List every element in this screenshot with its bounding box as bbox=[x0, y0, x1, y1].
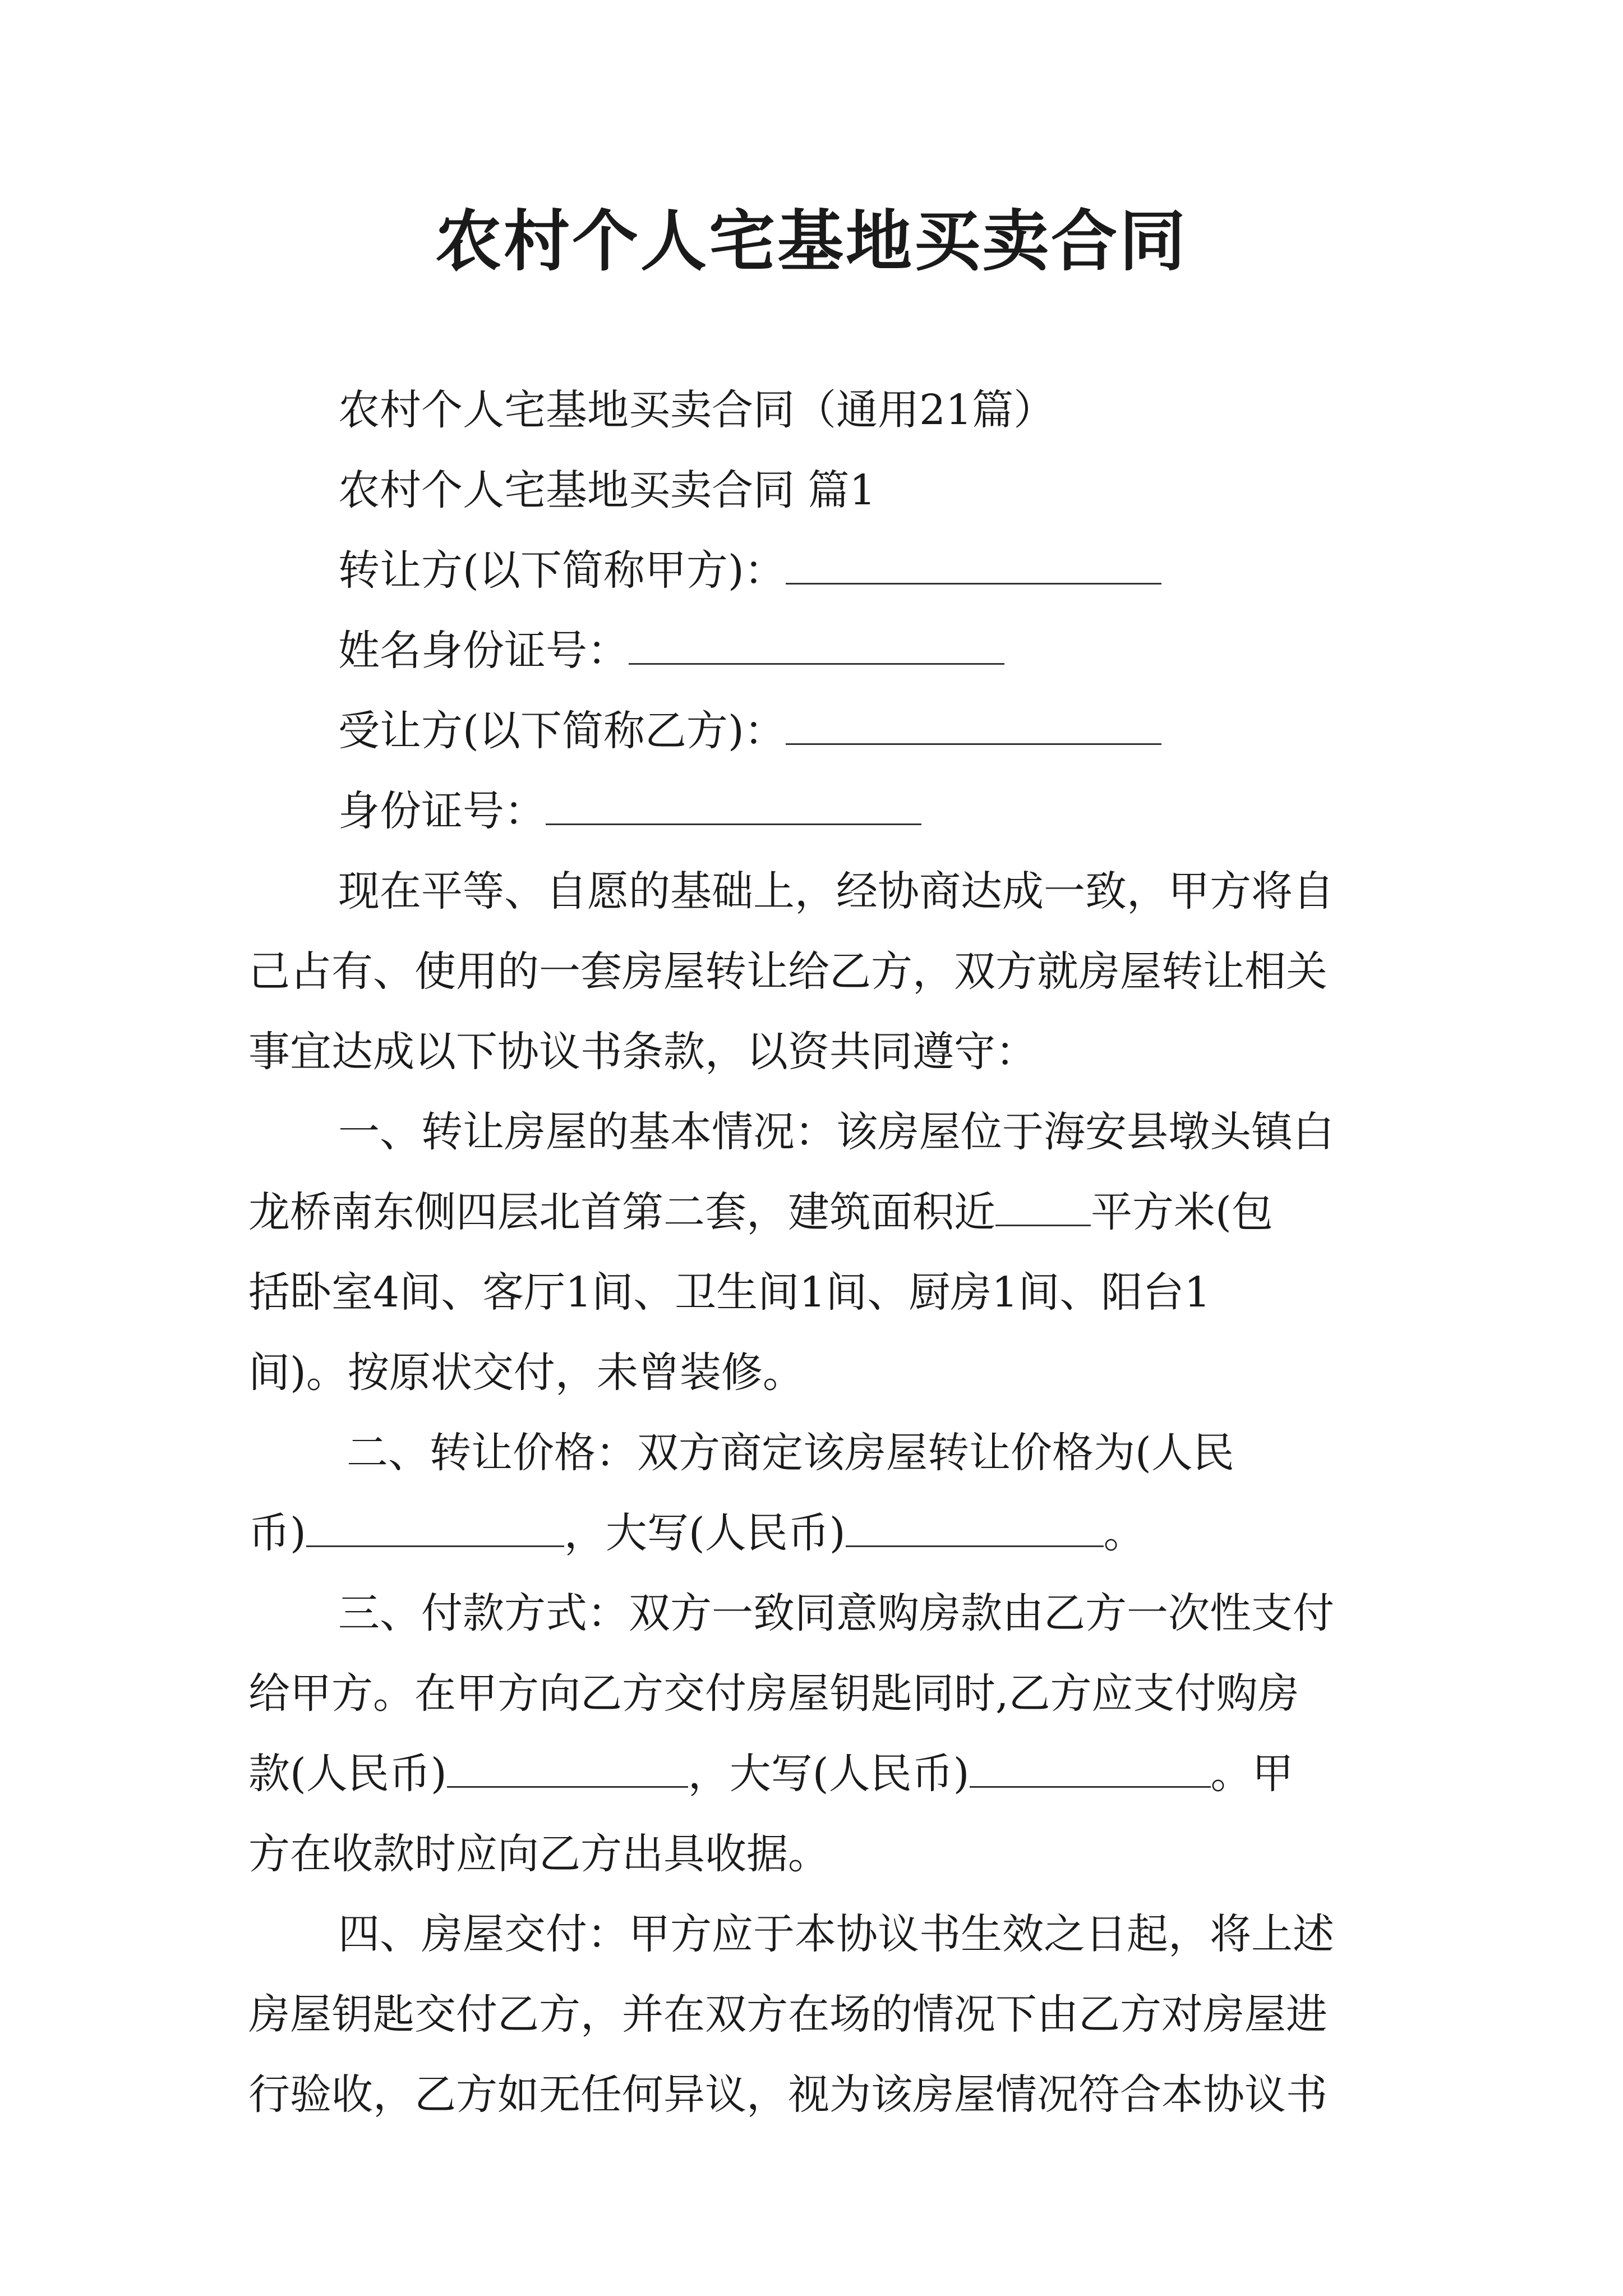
part-heading: 农村个人宅基地买卖合同 篇1 bbox=[338, 466, 876, 514]
text-line: 二、转让价格：双方商定该房屋转让价格为(人民 bbox=[347, 1429, 1234, 1477]
text-segment: 款(人民币) bbox=[248, 1750, 447, 1798]
transferor-id-field bbox=[248, 611, 1387, 691]
text-segment: 。甲 bbox=[1210, 1750, 1294, 1798]
transferee-blank bbox=[786, 707, 1161, 745]
transferor-label: 转让方(以下简称甲方)： bbox=[338, 546, 786, 595]
text-segment: 币) bbox=[248, 1509, 306, 1557]
text-segment: 龙桥南东侧四层北首第二套，建筑面积近 bbox=[248, 1188, 995, 1236]
clause-1-paragraph bbox=[248, 1092, 1387, 1413]
price-capital-blank bbox=[846, 1510, 1104, 1547]
payment-capital-blank bbox=[970, 1750, 1211, 1788]
text-line: 方在收款时应向乙方出具收据。 bbox=[248, 1830, 829, 1878]
document-title: 农村个人宅基地买卖合同 bbox=[435, 202, 1188, 280]
transferee-field bbox=[248, 691, 1387, 771]
transferee-id-label: 身份证号： bbox=[338, 787, 546, 835]
text-segment: 平方米(包 bbox=[1091, 1188, 1273, 1236]
document-subtitle: 农村个人宅基地买卖合同（通用21篇） bbox=[338, 386, 1055, 434]
text-line: 给甲方。在甲方向乙方交付房屋钥匙同时,乙方应支付购房 bbox=[248, 1669, 1299, 1718]
text-line: 括卧室4间、客厅1间、卫生间1间、厨房1间、阳台1 bbox=[248, 1268, 1211, 1317]
intro-paragraph bbox=[248, 852, 1387, 1092]
text-segment: ，大写(人民币) bbox=[688, 1750, 970, 1798]
text-line: 己占有、使用的一套房屋转让给乙方，双方就房屋转让相关 bbox=[248, 947, 1327, 996]
text-line: 事宜达成以下协议书条款，以资共同遵守： bbox=[248, 1028, 1037, 1076]
text-line: 行验收，乙方如无任何异议，视为该房屋情况符合本协议书 bbox=[248, 2070, 1327, 2119]
payment-blank bbox=[447, 1750, 688, 1788]
area-blank bbox=[995, 1189, 1091, 1226]
clause-4-paragraph bbox=[248, 1894, 1387, 2135]
price-blank bbox=[306, 1510, 564, 1547]
transferor-id-label: 姓名身份证号： bbox=[338, 627, 629, 675]
text-segment: 。 bbox=[1103, 1509, 1145, 1557]
text-line: 间)。按原状交付，未曾装修。 bbox=[248, 1349, 804, 1397]
text-line: 三、付款方式：双方一致同意购房款由乙方一次性支付 bbox=[338, 1589, 1334, 1637]
text-segment: ，大写(人民币) bbox=[564, 1509, 846, 1557]
text-line: 房屋钥匙交付乙方，并在双方在场的情况下由乙方对房屋进 bbox=[248, 1990, 1327, 2039]
text-line: 一、转让房屋的基本情况：该房屋位于海安县墩头镇白 bbox=[338, 1108, 1334, 1156]
transferor-field bbox=[248, 531, 1387, 611]
text-line: 四、房屋交付：甲方应于本协议书生效之日起，将上述 bbox=[338, 1910, 1334, 1958]
text-line: 现在平等、自愿的基础上，经协商达成一致，甲方将自 bbox=[338, 867, 1334, 915]
clause-2-paragraph bbox=[248, 1413, 1387, 1573]
transferee-id-blank bbox=[546, 788, 921, 825]
document-body bbox=[248, 370, 1387, 2135]
text-line bbox=[248, 1734, 1387, 1814]
transferee-label: 受让方(以下简称乙方)： bbox=[338, 707, 786, 755]
transferor-blank bbox=[786, 547, 1161, 585]
text-line bbox=[248, 1493, 1387, 1573]
transferor-id-blank bbox=[629, 627, 1004, 665]
clause-3-paragraph bbox=[248, 1573, 1387, 1894]
transferee-id-field bbox=[248, 771, 1387, 852]
text-line bbox=[248, 1172, 1387, 1253]
